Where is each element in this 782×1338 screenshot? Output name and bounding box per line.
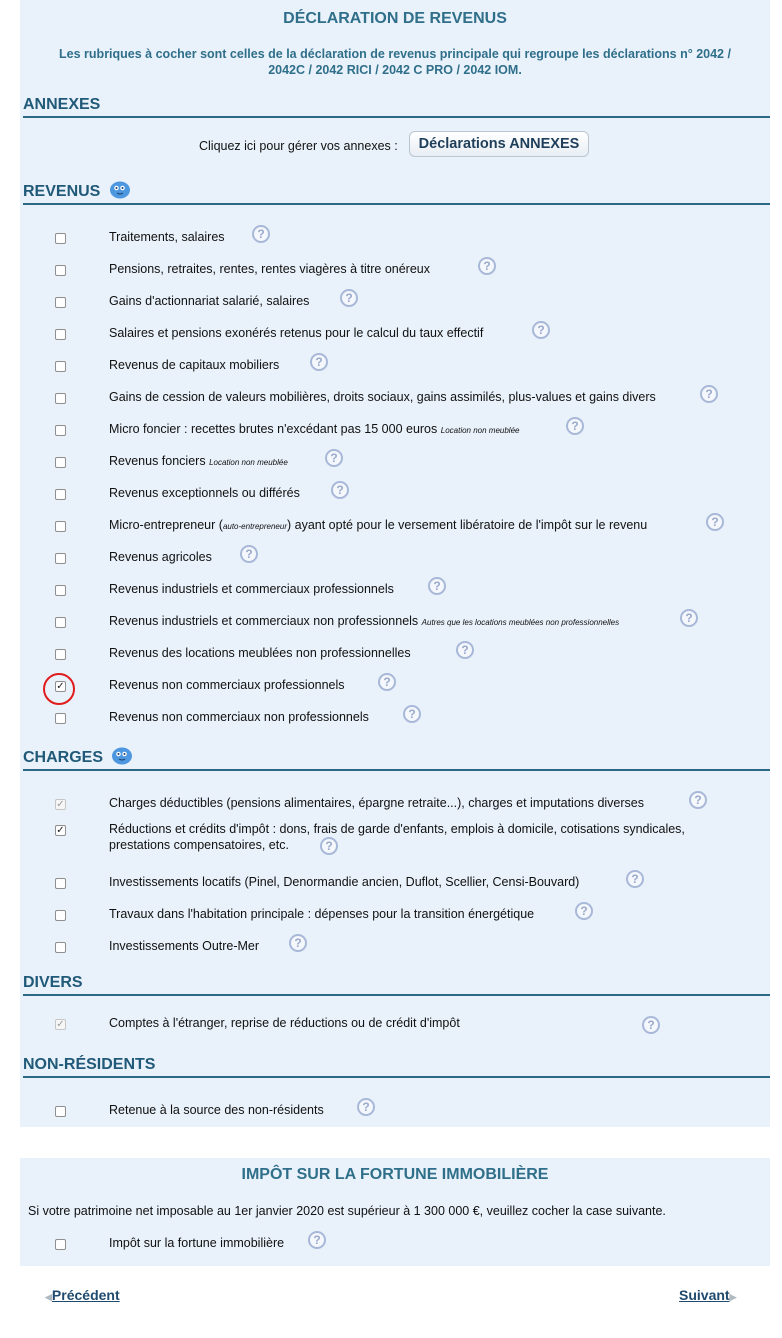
section-revenus <box>23 183 770 205</box>
help-icon[interactable]: ? <box>566 417 584 435</box>
checkbox-label[interactable] <box>109 325 483 341</box>
help-icon[interactable]: ? <box>325 449 343 467</box>
previous-label: Précédent <box>51 1287 120 1303</box>
checkbox-row <box>20 576 770 604</box>
section-charges-title: CHARGES <box>23 749 104 766</box>
checkbox-row <box>20 640 770 668</box>
label-text: Gains d'actionnariat salarié, salaires <box>109 294 310 308</box>
checkbox-row <box>20 901 770 929</box>
help-icon[interactable]: ? <box>240 545 258 563</box>
checkbox-row <box>20 224 770 252</box>
help-icon[interactable]: ? <box>289 934 307 952</box>
checkbox-label[interactable] <box>109 421 519 439</box>
label-text: Travaux dans l'habitation principale : dépenses pour la transition énergétique <box>109 907 535 921</box>
label-text-end: ) ayant opté pour le versement libératoire de l'impôt sur le revenu <box>286 518 648 532</box>
checkbox-row <box>20 790 770 818</box>
checkbox-label[interactable] <box>109 874 579 890</box>
help-icon[interactable]: ? <box>532 321 550 339</box>
arrow-left-icon: ◀ <box>45 1292 52 1302</box>
checkbox-label[interactable] <box>109 453 288 471</box>
checkbox-row <box>20 416 770 444</box>
checkbox[interactable] <box>55 1239 66 1250</box>
checkbox[interactable] <box>55 425 66 436</box>
checkbox-row <box>20 384 770 412</box>
section-divers <box>23 974 770 996</box>
section-non-residents <box>23 1056 770 1078</box>
checkbox-row <box>20 816 770 853</box>
checkbox <box>55 799 66 810</box>
label-text: Comptes à l'étranger, reprise de réductions ou de crédit d'impôt <box>109 1016 460 1030</box>
label-text: Revenus non commerciaux non professionnels <box>109 710 369 724</box>
checkbox-label[interactable] <box>109 229 225 245</box>
checkbox-row <box>20 1230 770 1258</box>
label-note: Location non meublée <box>209 458 288 467</box>
label-text: Pensions, retraites, rentes, rentes viagères à titre onéreux <box>109 262 430 276</box>
help-icon[interactable]: ? <box>700 385 718 403</box>
checkbox-label[interactable] <box>109 357 279 373</box>
checkbox[interactable] <box>55 457 66 468</box>
checkbox[interactable] <box>55 942 66 953</box>
checkbox-label[interactable] <box>109 795 644 811</box>
checkbox[interactable] <box>55 521 66 532</box>
checkbox-row <box>20 608 770 636</box>
checkbox-row <box>20 704 770 732</box>
checkbox-label[interactable] <box>109 906 534 922</box>
checkbox-label[interactable] <box>109 517 647 535</box>
checkbox-row <box>20 352 770 380</box>
checkbox-row <box>20 672 770 700</box>
section-annexes-title: ANNEXES <box>23 96 101 113</box>
checkbox-label[interactable] <box>109 389 656 405</box>
label-text: Impôt sur la fortune immobilière <box>109 1236 285 1250</box>
checkbox[interactable] <box>55 649 66 660</box>
label-text: Investissements Outre-Mer <box>109 939 260 953</box>
section-annexes <box>23 96 770 118</box>
checkbox[interactable] <box>55 878 66 889</box>
help-icon[interactable]: ? <box>403 705 421 723</box>
checkbox <box>55 1019 66 1030</box>
label-text: Réductions et crédits d'impôt : dons, frais de garde d'enfants, emplois à domicile, cotisations syndicales, <box>109 822 685 836</box>
checkbox[interactable] <box>55 553 66 564</box>
help-icon[interactable]: ? <box>642 1016 660 1034</box>
help-icon[interactable]: ? <box>575 902 593 920</box>
checkbox-row <box>20 1010 770 1038</box>
checkbox[interactable] <box>55 910 66 921</box>
mascot-icon[interactable] <box>111 745 133 765</box>
checkbox[interactable] <box>55 713 66 724</box>
checkbox-label[interactable] <box>109 938 259 954</box>
checkbox-row <box>20 320 770 348</box>
label-text: Gains de cession de valeurs mobilières, droits sociaux, gains assimilés, plus-values et gains divers <box>109 390 656 404</box>
label-text: Salaires et pensions exonérés retenus pour le calcul du taux effectif <box>109 326 484 340</box>
help-icon[interactable]: ? <box>626 870 644 888</box>
label-text: Retenue à la source des non-résidents <box>109 1103 324 1117</box>
help-icon[interactable]: ? <box>331 481 349 499</box>
checkbox[interactable] <box>55 361 66 372</box>
checkbox-row <box>20 512 770 540</box>
help-icon[interactable]: ? <box>428 577 446 595</box>
checkbox[interactable] <box>55 265 66 276</box>
help-icon[interactable]: ? <box>478 257 496 275</box>
help-icon[interactable]: ? <box>456 641 474 659</box>
mascot-icon[interactable] <box>109 179 131 199</box>
checkbox[interactable] <box>55 489 66 500</box>
annexes-label: Cliquez ici pour gérer vos annexes : <box>199 139 398 153</box>
section-non-residents-title: NON-RÉSIDENTS <box>23 1056 156 1073</box>
help-icon[interactable]: ? <box>252 225 270 243</box>
checkbox-row <box>20 480 770 508</box>
label-note: Autres que les locations meublées non professionnelles <box>421 618 620 627</box>
checkbox-label[interactable] <box>109 261 430 277</box>
help-icon[interactable]: ? <box>320 837 338 855</box>
ifi-title: IMPÔT SUR LA FORTUNE IMMOBILIÈRE <box>241 1166 549 1183</box>
label-text: Revenus non commerciaux professionnels <box>109 678 345 692</box>
help-icon[interactable]: ? <box>706 513 724 531</box>
help-icon[interactable]: ? <box>340 289 358 307</box>
arrow-right-icon: ▶ <box>729 1292 737 1302</box>
help-icon[interactable]: ? <box>357 1098 375 1116</box>
checkbox[interactable] <box>55 585 66 596</box>
previous-link[interactable] <box>45 1287 120 1303</box>
label-text: Revenus agricoles <box>109 550 212 564</box>
checkbox-label[interactable] <box>109 613 619 631</box>
ifi-panel <box>20 1158 770 1266</box>
checkbox-row <box>20 544 770 572</box>
checkbox-row <box>20 448 770 476</box>
annexes-button[interactable]: Déclarations ANNEXES <box>409 131 589 157</box>
label-text: Revenus industriels et commerciaux non professionnels <box>109 614 419 628</box>
checkbox-label[interactable] <box>109 1102 324 1118</box>
label-text: Traitements, salaires <box>109 230 225 244</box>
checkbox[interactable] <box>55 617 66 628</box>
checkbox-label[interactable] <box>109 1235 284 1251</box>
checkbox-label[interactable] <box>109 293 309 309</box>
checkbox-label[interactable] <box>109 1015 460 1031</box>
help-icon[interactable]: ? <box>689 791 707 809</box>
section-revenus-title: REVENUS <box>23 183 101 200</box>
checkbox-row <box>20 1097 770 1125</box>
label-text: Revenus de capitaux mobiliers <box>109 358 280 372</box>
checkbox-label[interactable] <box>109 485 300 501</box>
label-text: Revenus fonciers <box>109 454 206 468</box>
checkbox[interactable] <box>55 393 66 404</box>
checkbox[interactable] <box>55 233 66 244</box>
label-text-line2: prestations compensatoires, etc. <box>109 838 289 852</box>
label-text: Charges déductibles (pensions alimentaires, épargne retraite...), charges et imputations diverses <box>109 796 644 810</box>
label-text: Investissements locatifs (Pinel, Denormandie ancien, Duflot, Scellier, Censi-Bouvard) <box>109 875 580 889</box>
checkbox-label[interactable] <box>109 581 394 597</box>
checkbox[interactable] <box>55 297 66 308</box>
label-text: Revenus des locations meublées non professionnelles <box>109 646 411 660</box>
checkbox[interactable] <box>55 1106 66 1117</box>
checkbox-label[interactable] <box>109 709 369 725</box>
checkbox[interactable] <box>55 825 66 836</box>
highlight-circle <box>43 673 75 705</box>
ifi-text: Si votre patrimoine net imposable au 1er janvier 2020 est supérieur à 1 300 000 €, veuillez cocher la case suivante. <box>28 1204 666 1218</box>
help-icon[interactable]: ? <box>378 673 396 691</box>
label-text: Revenus industriels et commerciaux professionnels <box>109 582 394 596</box>
annexes-line <box>20 130 770 160</box>
next-link[interactable] <box>679 1287 737 1303</box>
label-text: Micro-entrepreneur ( <box>109 518 223 532</box>
checkbox-row <box>20 256 770 284</box>
help-icon[interactable]: ? <box>310 353 328 371</box>
label-note: Location non meublée <box>440 426 520 435</box>
next-label: Suivant <box>679 1287 730 1303</box>
checkbox-label[interactable] <box>109 645 411 661</box>
checkbox-label[interactable] <box>109 821 685 853</box>
intro-text: Les rubriques à cocher sont celles de la déclaration de revenus principale qui regroupe les déclarations n° 2042 / 2042C / 2042 RICI / 2042 C PRO / 2042 IOM. <box>59 47 731 77</box>
page-title: DÉCLARATION DE REVENUS <box>283 10 507 27</box>
label-text: Micro foncier : recettes brutes n'excédant pas 15 000 euros <box>109 422 438 436</box>
help-icon[interactable]: ? <box>308 1231 326 1249</box>
section-divers-title: DIVERS <box>23 974 83 991</box>
label-text: Revenus exceptionnels ou différés <box>109 486 300 500</box>
label-note: auto-entrepreneur <box>222 522 287 531</box>
checkbox[interactable] <box>55 329 66 340</box>
checkbox-row <box>20 288 770 316</box>
help-icon[interactable]: ? <box>680 609 698 627</box>
checkbox-label[interactable] <box>109 549 212 565</box>
checkbox-row <box>20 869 770 897</box>
checkbox-label[interactable] <box>109 677 345 693</box>
declaration-panel <box>20 0 770 1127</box>
section-charges <box>23 749 770 771</box>
checkbox-row <box>20 933 770 961</box>
